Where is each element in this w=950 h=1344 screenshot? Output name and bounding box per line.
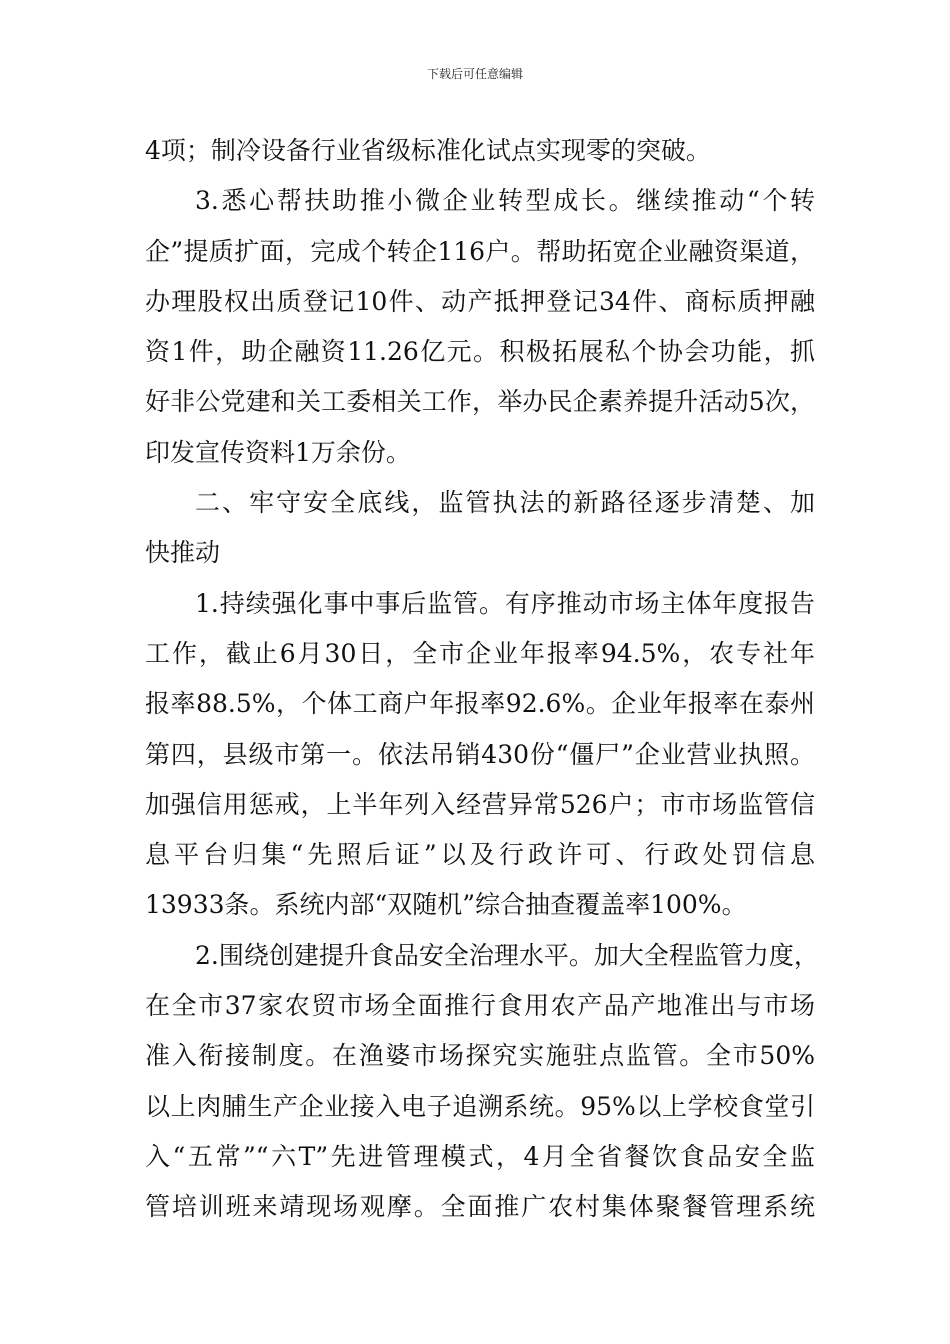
text-line: 3.悉心帮扶助推小微企业转型成长。继续推动“个转 [195,186,815,216]
text-line: 资1件，助企融资11.26亿元。积极拓展私个协会功能，抓 [145,337,815,367]
text-line: 13933条。系统内部“双随机”综合抽查覆盖率100%。 [145,890,747,920]
text-line: 4项；制冷设备行业省级标准化试点实现零的突破。 [145,136,711,165]
text-line: 企”提质扩面，完成个转企116户。帮助拓宽企业融资渠道， [145,236,815,266]
text-line: 入“五常”“六T”先进管理模式，4月全省餐饮食品安全监 [145,1141,815,1171]
page-header: 下载后可任意编辑 [426,67,523,81]
text-line: 在全市37家农贸市场全面推行食用农产品产地准出与市场 [145,991,815,1021]
text-line: 印发宣传资料1万余份。 [145,437,411,467]
text-line: 报率88.5%，个体工商户年报率92.6%。企业年报率在泰州 [145,689,815,719]
text-line: 办理股权出质登记10件、动产抵押登记34件、商标质押融 [145,286,815,316]
text-line: 准入衔接制度。在渔婆市场探究实施驻点监管。全市50% [145,1041,815,1071]
text-line: 1.持续强化事中事后监管。有序推动市场主体年度报告 [195,588,815,618]
text-line: 以上肉脯生产企业接入电子追溯系统。95%以上学校食堂引 [145,1091,815,1121]
text-line: 快推动 [145,538,221,568]
text-line: 加强信用惩戒，上半年列入经营异常526户；市市场监管信 [145,789,815,819]
text-line: 息平台归集“先照后证”以及行政许可、行政处罚信息 [145,840,815,870]
document-body [145,126,819,1233]
text-line: 第四，县级市第一。依法吊销430份“僵尸”企业营业执照。 [145,739,815,769]
text-line: 好非公党建和关工委相关工作，举办民企素养提升活动5次， [145,387,815,417]
text-line: 管培训班来靖现场观摩。全面推广农村集体聚餐管理系统 [145,1192,815,1222]
text-line: 二、牢守安全底线，监管执法的新路径逐步清楚、加 [195,488,815,518]
text-line: 2.围绕创建提升食品安全治理水平。加大全程监管力度， [195,940,819,970]
text-line: 工作，截止6月30日，全市企业年报率94.5%，农专社年 [145,638,815,668]
